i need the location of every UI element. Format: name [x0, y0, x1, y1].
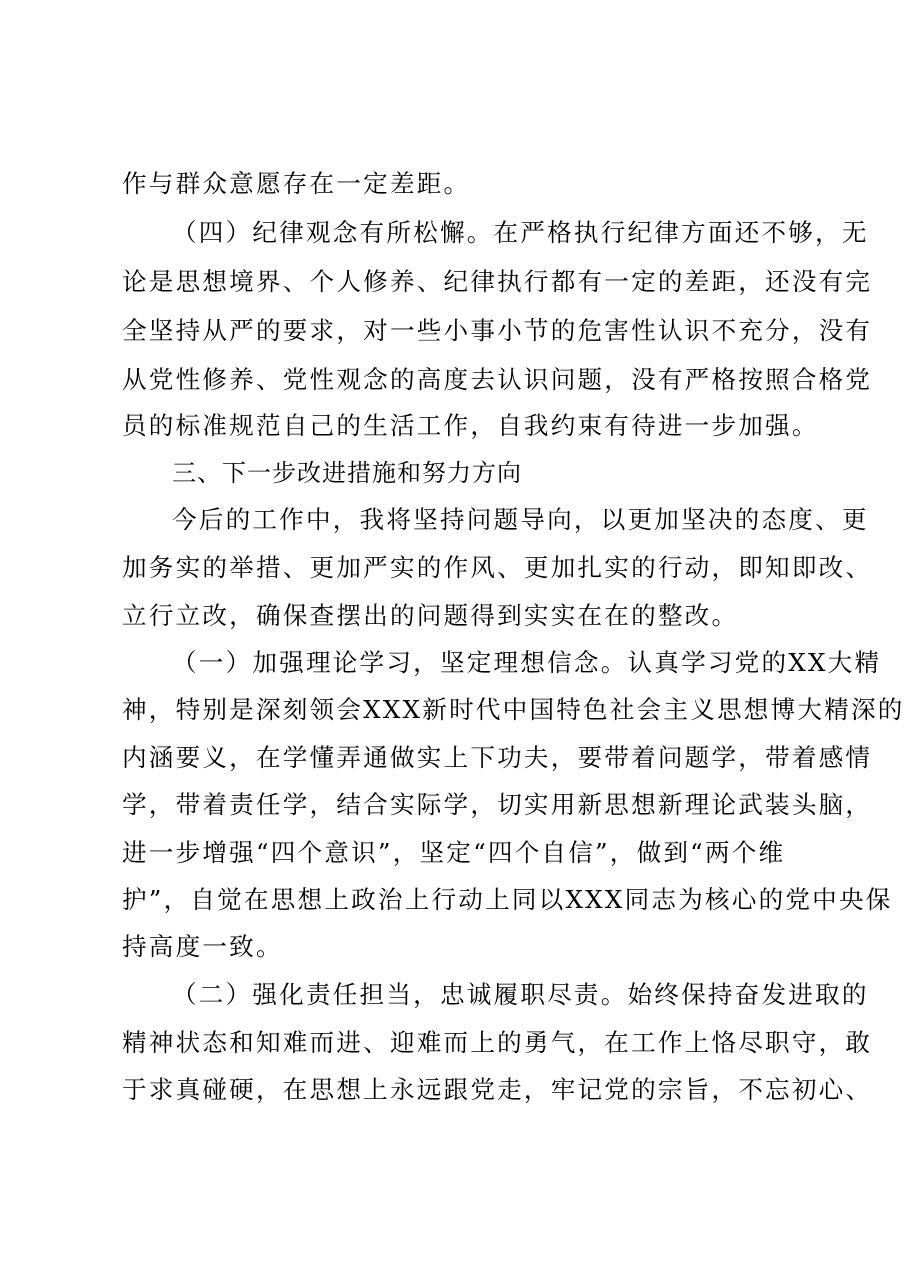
- paragraph-line: 精神状态和知难而进、迎难而上的勇气，在工作上恪尽职守，敢: [122, 1028, 873, 1057]
- paragraph-line: 立行立改，确保查摆出的问题得到实实在在的整改。: [122, 601, 739, 630]
- paragraph-line: 学，带着责任学，结合实际学，切实用新思想新理论武装头脑，: [122, 790, 873, 819]
- paragraph-line: 神，特别是深刻领会XXX新时代中国特色社会主义思想博大精深的: [122, 695, 905, 724]
- paragraph-line: （一）加强理论学习，坚定理想信念。认真学习党的XX大精: [172, 648, 882, 677]
- paragraph-line: 员的标准规范自己的生活工作，自我约束有待进一步加强。: [122, 411, 819, 440]
- paragraph-line: 从党性修养、党性观念的高度去认识问题，没有严格按照合格党: [122, 365, 873, 394]
- paragraph-line: 作与群众意愿存在一定差距。: [122, 169, 471, 198]
- paragraph-line: 内涵要义，在学懂弄通做实上下功夫，要带着问题学，带着感情: [122, 743, 873, 772]
- section-heading: 三、下一步改进措施和努力方向: [172, 459, 522, 487]
- paragraph-line: （二）强化责任担当，忠诚履职尽责。始终保持奋发进取的: [172, 980, 869, 1009]
- paragraph-line: 论是思想境界、个人修养、纪律执行都有一定的差距，还没有完: [122, 267, 873, 296]
- paragraph-line: 今后的工作中，我将坚持问题导向，以更加坚决的态度、更: [172, 505, 869, 534]
- paragraph-line: 加务实的举措、更加严实的作风、更加扎实的行动，即知即改、: [122, 553, 873, 582]
- paragraph-line: （四）纪律观念有所松懈。在严格执行纪律方面还不够，无: [172, 218, 869, 247]
- paragraph-line: 全坚持从严的要求，对一些小事小节的危害性认识不充分，没有: [122, 316, 873, 345]
- paragraph-line: 持高度一致。: [122, 932, 283, 961]
- paragraph-line: 于求真碰硬，在思想上永远跟党走，牢记党的宗旨，不忘初心、: [122, 1075, 873, 1104]
- paragraph-line: 进一步增强“四个意识”，坚定“四个自信”，做到“两个维: [122, 838, 786, 867]
- paragraph-line: 护”，自觉在思想上政治上行动上同以XXX同志为核心的党中央保: [122, 885, 893, 914]
